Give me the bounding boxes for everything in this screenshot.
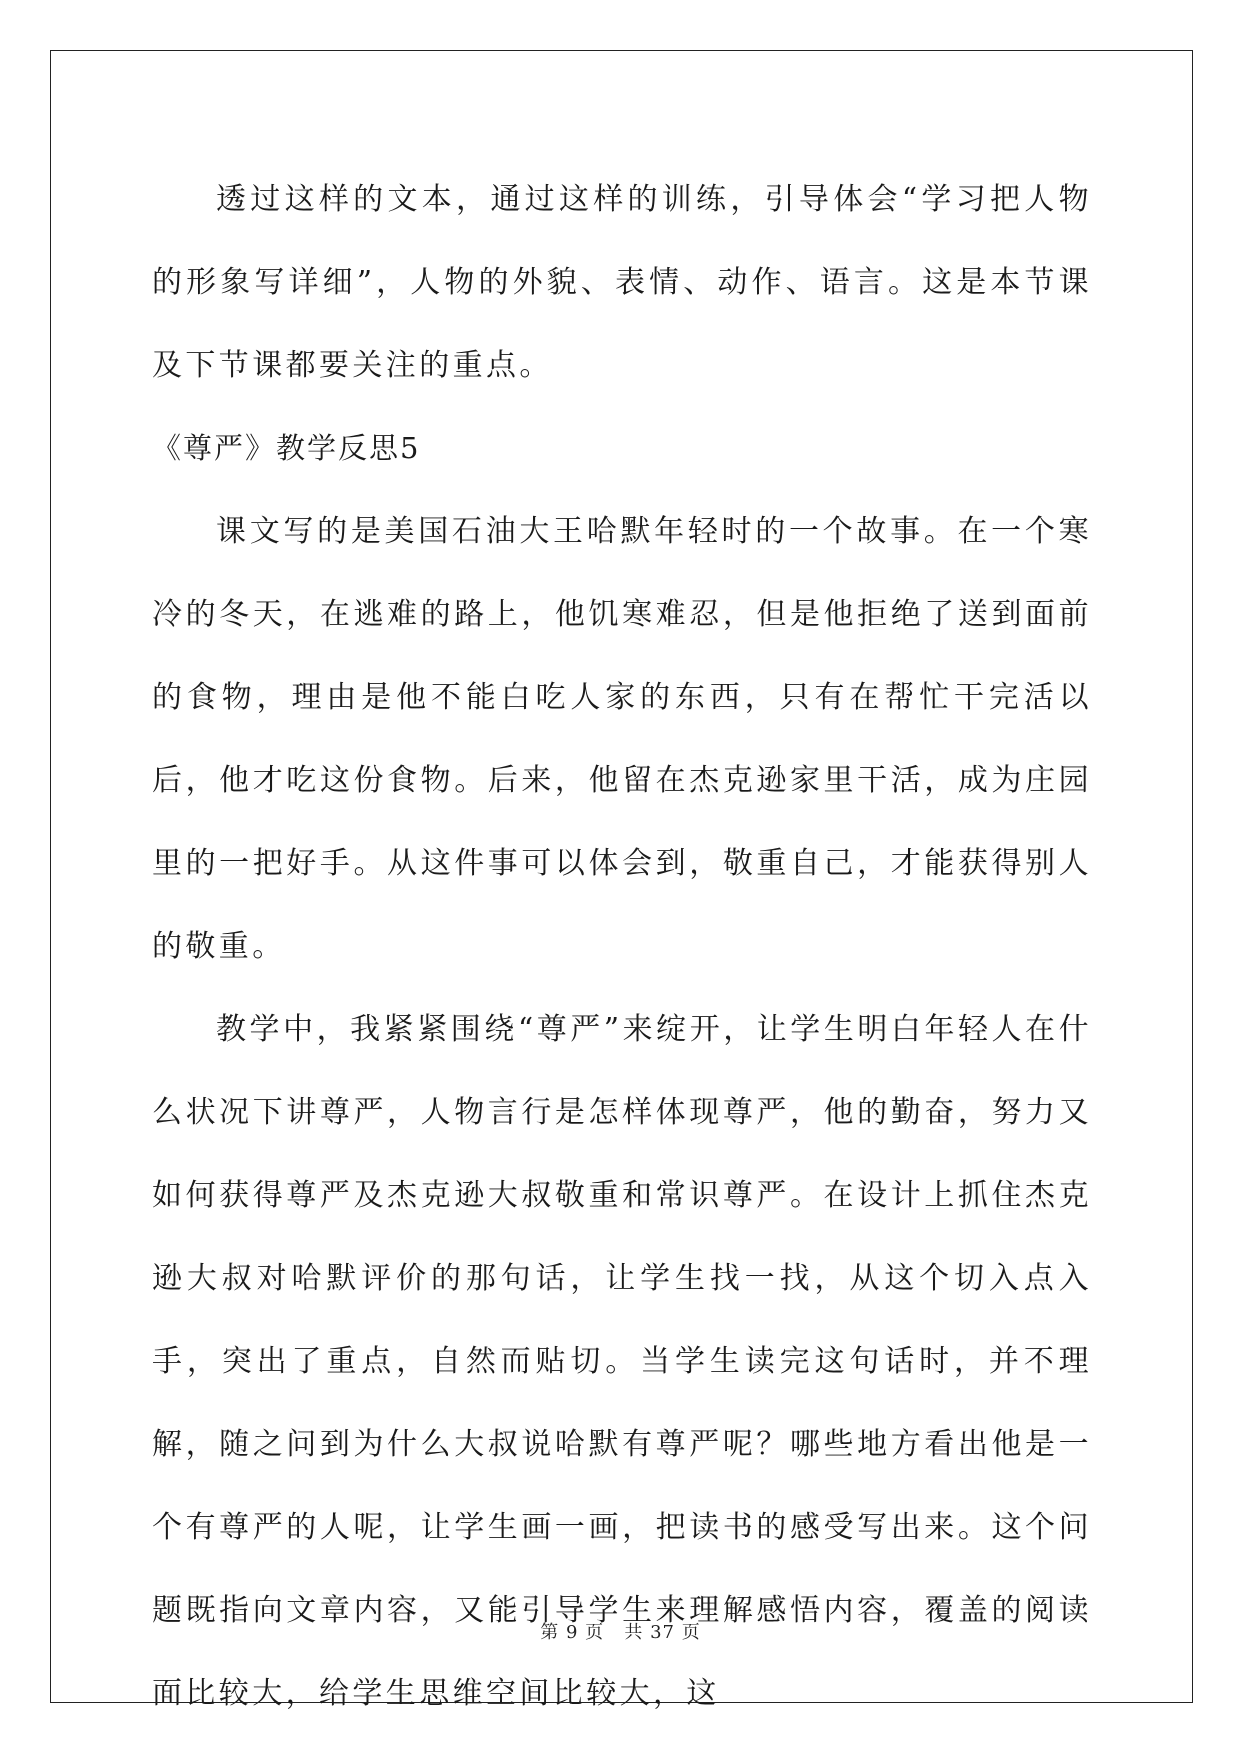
- page-total: 共 37 页: [624, 1622, 701, 1643]
- paragraph-teaching-reflection: 教学中，我紧紧围绕“尊严”来绽开，让学生明白年轻人在什么状况下讲尊严，人物言行是怎样体现尊严，他的勤奋，努力又如何获得尊严及杰克逊大叔敬重和常识尊严。在设计上抓住杰克逊大叔对哈默评价的那句话，让学生找一找，从这个切入点入手，突出了重点，自然而贴切。当学生读完这句话时，并不理解，随之问到为什么大叔说哈默有尊严呢？哪些地方看出他是一个有尊严的人呢，让学生画一画，把读书的感受写出来。这个问题既指向文章内容，又能引导学生来理解感悟内容，覆盖的阅读面比较大，给学生思维空间比较大，这: [152, 1012, 1092, 1711]
- paragraph-intro-conclusion: 透过这样的文本，通过这样的训练，引导体会“学习把人物的形象写详细”，人物的外貌、表情、动作、语言。这是本节课及下节课都要关注的重点。: [152, 182, 1092, 383]
- section-heading: 《尊严》教学反思5: [152, 431, 421, 465]
- paragraph-story-summary: 课文写的是美国石油大王哈默年轻时的一个故事。在一个寒冷的冬天，在逃难的路上，他饥寒难忍，但是他拒绝了送到面前的食物，理由是他不能白吃人家的东西，只有在帮忙干完活以后，他才吃这份食物。后来，他留在杰克逊家里干活，成为庄园里的一把好手。从这件事可以体会到，敬重自己，才能获得别人的敬重。: [152, 514, 1092, 964]
- page-number: 第 9 页: [540, 1622, 605, 1643]
- page-footer: [0, 1618, 1241, 1644]
- document-body: [152, 158, 1092, 1735]
